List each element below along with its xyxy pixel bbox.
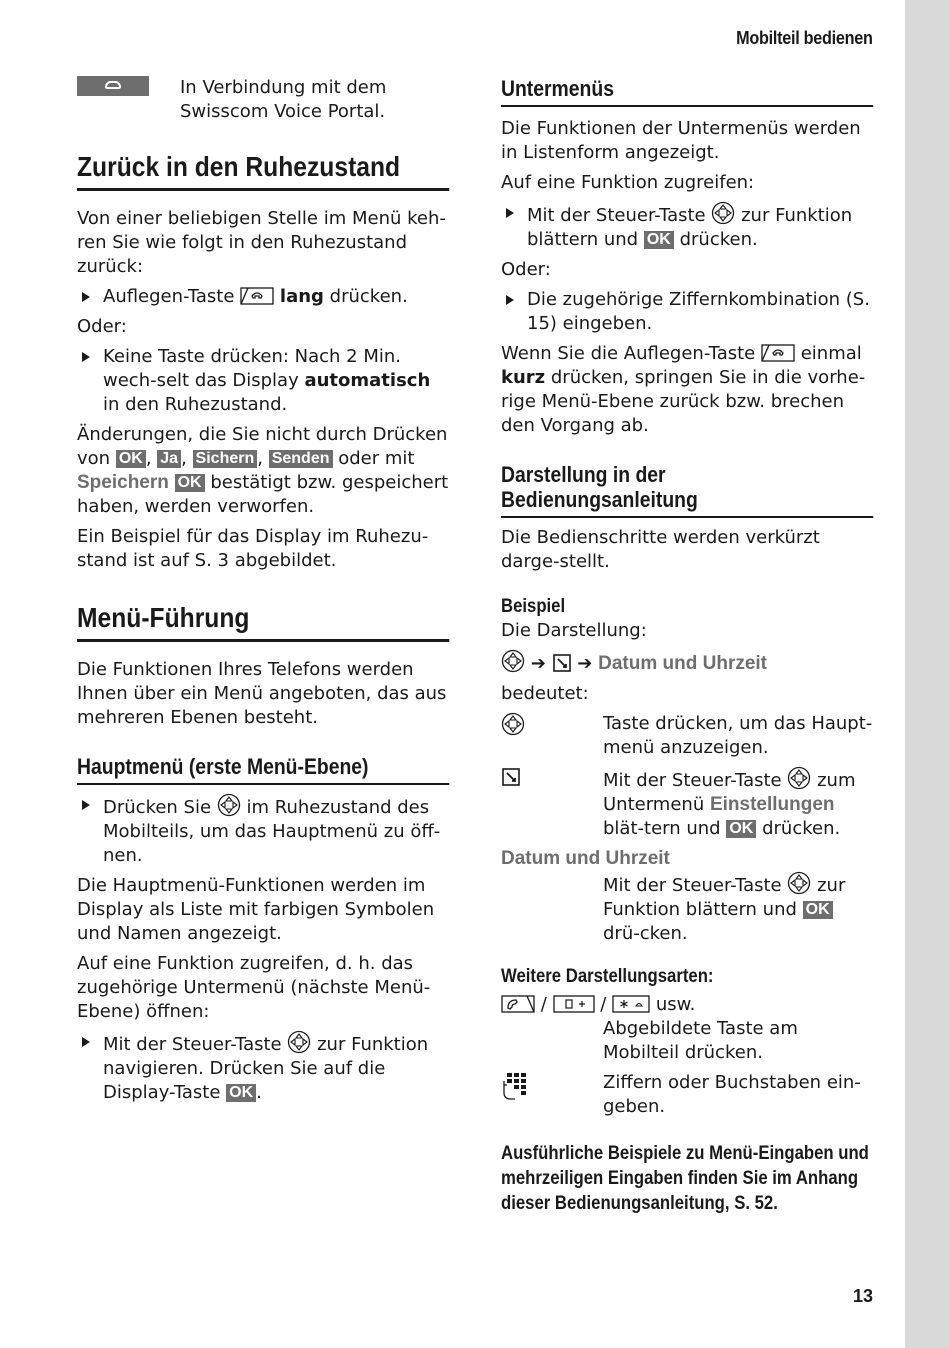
example-sequence [501, 649, 873, 676]
closing-note: Ausführliche Beispiele zu Menü-Eingaben und mehrzeiligen Eingaben finden Sie im Anhang dieser Bedienungsanleitung, S. 52. [501, 1143, 869, 1214]
sec1-oder: Oder: [77, 316, 127, 337]
sub2-paragraph-3 [501, 342, 873, 438]
def2-mid: zum Untermenü [603, 770, 856, 815]
subsection-title-untermenues: Untermenüs [501, 76, 873, 107]
def3-pre: Mit der Steuer-Taste [603, 875, 782, 896]
sec1-p2-pre: Änderungen, die Sie nicht durch Drücken von [77, 424, 448, 469]
sub2-p3-mid: einmal [800, 343, 862, 364]
control-key-icon [501, 712, 525, 736]
sub2-b1-mid: zur Funktion blättern und [527, 205, 853, 250]
subsection-title-darstellung [501, 462, 873, 518]
sec1-paragraph-1: Von einer beliebigen Stelle im Menü keh-ren Sie wie folgt in den Ruhezustand zurück: [77, 208, 446, 277]
bedeutet-label: bedeutet: [501, 683, 589, 704]
star-key-icon [612, 994, 650, 1014]
comma: , [257, 448, 263, 469]
sec1-paragraph-3: Ein Beispiel für das Display im Ruhezu-stand ist auf S. 3 abgebildet. [77, 526, 429, 571]
control-key-icon [287, 1030, 311, 1054]
sub1-b1-pre: Drücken Sie [103, 797, 212, 818]
voice-portal-key-icon [77, 76, 149, 96]
keypad-input-icon [501, 1071, 529, 1101]
menu-datum-und-uhrzeit-label: Datum und Uhrzeit [501, 848, 670, 869]
section-title-ruhezustand: Zurück in den Ruhezustand [77, 152, 449, 191]
comma: , [145, 448, 152, 469]
sec1-p2-mid: oder mit [338, 448, 415, 469]
definition-text-3 [603, 871, 873, 946]
intro-text-1: In Verbindung mit dem [180, 77, 387, 98]
display-key-ok: OK [726, 820, 756, 838]
sub2-b1-pre: Mit der Steuer-Taste [527, 205, 706, 226]
def3-post: drü-cken. [603, 923, 688, 944]
sec1-b2-post: in den Ruhezustand. [103, 394, 288, 415]
def2-pre: Mit der Steuer-Taste [603, 770, 782, 791]
sub2-b1-post: drücken. [679, 229, 758, 250]
def2-post: drücken. [762, 818, 841, 839]
definition-row-5 [501, 1071, 873, 1119]
control-key-icon [501, 649, 525, 673]
beispiel-heading: Beispiel [501, 596, 566, 617]
menu-datum-und-uhrzeit: Datum und Uhrzeit [598, 653, 768, 674]
intro-text-2: Swisscom Voice Portal. [180, 101, 386, 122]
control-key-icon [787, 871, 811, 895]
menu-einstellungen: Einstellungen [709, 794, 835, 815]
sub1-bullet-2 [77, 1030, 449, 1105]
sub1-bullet-1 [77, 793, 449, 868]
display-key-ok: OK [803, 901, 833, 919]
end-call-key-icon [761, 343, 795, 363]
sub2-paragraph-2: Auf eine Funktion zugreifen: [501, 172, 755, 193]
display-key-ok: OK [226, 1084, 256, 1102]
definition-text-5: Ziffern oder Buchstaben ein-geben. [603, 1072, 861, 1117]
definition-row-1 [501, 712, 873, 760]
weitere-heading: Weitere Darstellungsarten: [501, 966, 714, 987]
sub3-title-line-1: Darstellung in der [501, 462, 666, 487]
def3-mid: zur Funktion blättern und [603, 875, 846, 920]
definition-row-4 [501, 1017, 873, 1065]
slash: / [540, 994, 547, 1015]
right-column [501, 76, 873, 1216]
sec2-paragraph-1: Die Funktionen Ihres Telefons werden Ihnen über ein Menü angeboten, das aus mehreren Ebenen besteht. [77, 659, 447, 728]
call-key-icon [501, 994, 535, 1014]
sub2-bullet-2: Die zugehörige Ziffernkombination (S. 15) eingeben. [501, 288, 873, 336]
sec1-paragraph-2 [77, 423, 449, 519]
end-call-key-icon [240, 286, 274, 306]
intro-block [77, 76, 449, 124]
sec1-bullet-1 [77, 285, 449, 309]
section-title-menu-fuehrung: Menü-Führung [77, 603, 449, 642]
arrow-icon: ➔ [577, 653, 593, 674]
display-key-senden: Senden [269, 450, 333, 468]
display-key-sichern: Sichern [193, 450, 258, 468]
settings-menu-icon [501, 767, 521, 787]
sub1-b2-mid: zur Funktion navigieren. Drücken Sie auf die Display-Taste [103, 1034, 429, 1103]
sub3-title-line-2: Bedienungsanleitung [501, 487, 698, 512]
definition-row-2 [501, 766, 873, 841]
sub2-oder: Oder: [501, 259, 551, 280]
display-key-ja: Ja [157, 450, 181, 468]
sec1-bullet-2 [77, 345, 449, 417]
zero-key-icon [553, 994, 595, 1014]
sub2-p3-pre: Wenn Sie die Auflegen-Taste [501, 343, 756, 364]
definition-text-4: Abgebildete Taste am Mobilteil drücken. [603, 1018, 798, 1063]
key-examples [501, 993, 873, 1017]
arrow-icon: ➔ [530, 653, 546, 674]
menu-speichern: Speichern [77, 472, 169, 493]
sub1-paragraph-2: Auf eine Funktion zugreifen, d. h. das zugehörige Untermenü (nächste Menü-Ebene) öffnen: [77, 953, 431, 1022]
sec1-b1-text: Auflegen-Taste [103, 286, 235, 307]
period: . [256, 1082, 262, 1103]
control-key-icon [217, 793, 241, 817]
def2-mid2: blät-tern und [603, 818, 721, 839]
slash: / [600, 994, 607, 1015]
left-column [77, 76, 449, 1111]
subsection-title-hauptmenue: Hauptmenü (erste Menü-Ebene) [77, 754, 449, 785]
control-key-icon [787, 766, 811, 790]
display-key-ok: OK [644, 231, 674, 249]
sub2-p3-post: drücken, springen Sie in die vorhe-rige Menü-Ebene zurück bzw. brechen den Vorgang ab. [501, 367, 866, 436]
definition-row-3 [501, 871, 873, 946]
display-key-ok: OK [175, 474, 205, 492]
control-key-icon [711, 201, 735, 225]
sec1-p2-post: bestätigt bzw. gespeichert haben, werden verworfen. [77, 472, 449, 517]
settings-menu-icon [552, 653, 572, 673]
side-margin-bar [905, 0, 950, 1348]
sub3-paragraph-1: Die Bedienschritte werden verkürzt darge-stellt. [501, 527, 820, 572]
running-title: Mobilteil bedienen [736, 28, 873, 48]
sub1-b1-post: im Ruhezustand des Mobilteils, um das Hauptmenü zu öff-nen. [103, 797, 441, 866]
sub2-bullet-1 [501, 201, 873, 252]
sub1-paragraph-1: Die Hauptmenü-Funktionen werden im Display als Liste mit farbigen Symbolen und Namen angezeigt. [77, 875, 435, 944]
sub2-p3-bold: kurz [501, 367, 546, 388]
sec1-b2-bold: automatisch [304, 370, 431, 391]
definition-text-1: Taste drücken, um das Haupt-menü anzuzeigen. [603, 713, 873, 758]
sub1-b2-pre: Mit der Steuer-Taste [103, 1034, 282, 1055]
definition-text-2 [603, 766, 873, 841]
page-number: 13 [852, 1286, 873, 1306]
sec1-b1-post: drücken. [329, 286, 408, 307]
sec1-b2-pre: Keine Taste drücken: Nach 2 Min. wech-selt das Display [103, 346, 402, 391]
display-key-ok: OK [116, 450, 146, 468]
comma: , [181, 448, 187, 469]
sub2-paragraph-1: Die Funktionen der Untermenüs werden in Listenform angezeigt. [501, 118, 861, 163]
darstellung-label: Die Darstellung: [501, 620, 647, 641]
sec1-b1-bold: lang [279, 286, 324, 307]
usw-text: usw. [655, 994, 696, 1015]
